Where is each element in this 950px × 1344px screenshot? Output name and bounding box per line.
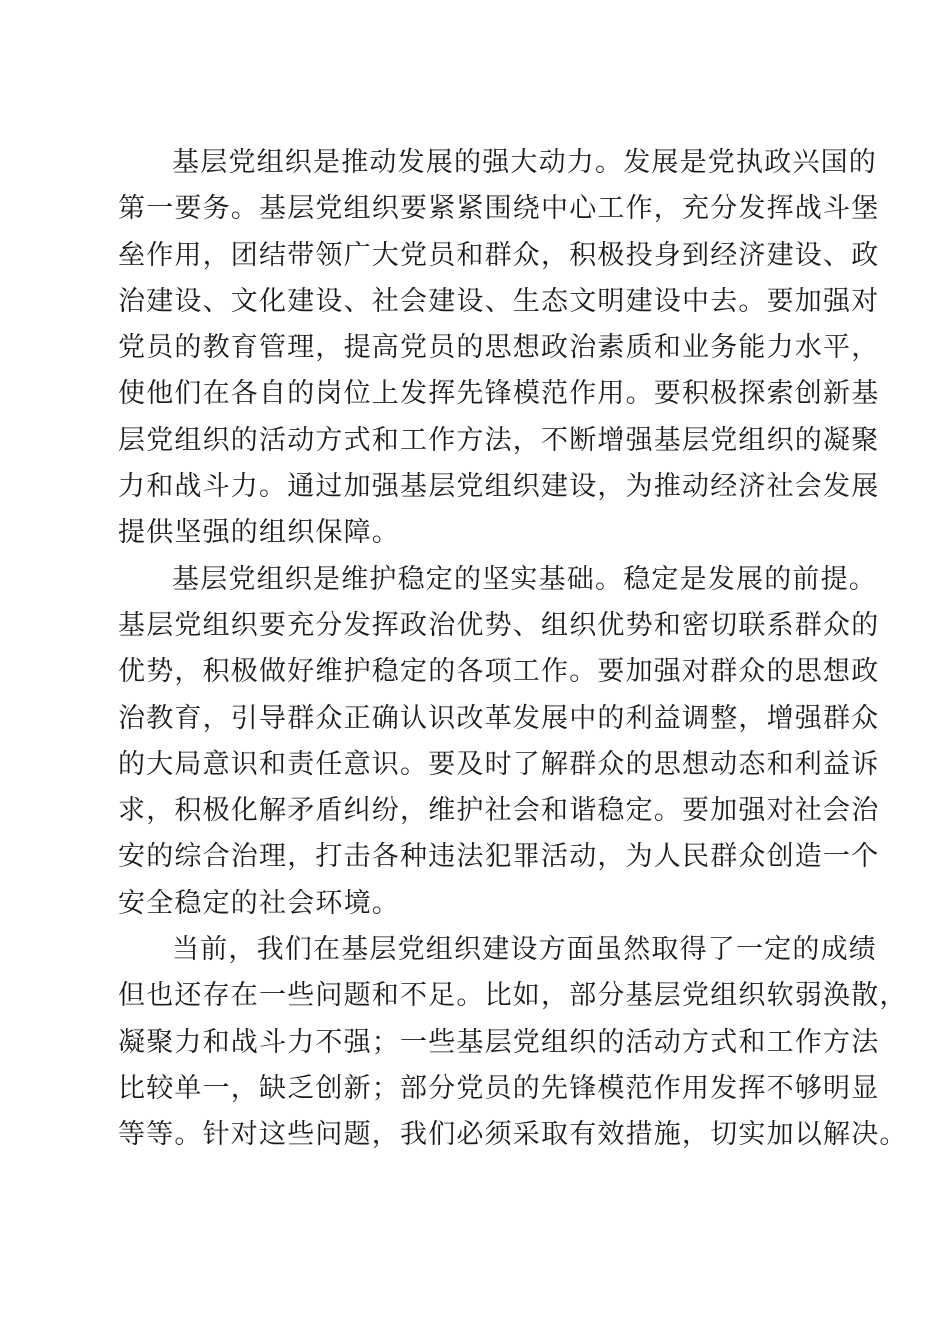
document-body [118, 140, 908, 1159]
text-line: 党员的教育管理，提高党员的思想政治素质和业务能力水平， [118, 332, 880, 364]
text-line: 凝聚力和战斗力不强；一些基层党组织的活动方式和工作方法 [118, 1026, 880, 1058]
text-line: 的大局意识和责任意识。要及时了解群众的思想动态和利益诉 [118, 748, 880, 780]
text-line: 安的综合治理，打击各种违法犯罪活动，为人民群众创造一个 [118, 841, 880, 873]
text-line: 治建设、文化建设、社会建设、生态文明建设中去。要加强对 [118, 285, 880, 317]
text-line: 基层党组织要充分发挥政治优势、组织优势和密切联系群众的 [118, 609, 880, 641]
text-line: 安全稳定的社会环境。 [118, 887, 400, 919]
text-line: 提供坚强的组织保障。 [118, 517, 400, 549]
text-line: 治教育，引导群众正确认识改革发展中的利益调整，增强群众 [118, 702, 880, 734]
text-line: 力和战斗力。通过加强基层党组织建设，为推动经济社会发展 [118, 471, 880, 503]
paragraph-3 [118, 927, 908, 1158]
text-line: 但也还存在一些问题和不足。比如，部分基层党组织软弱涣散， [118, 980, 908, 1012]
text-line: 比较单一，缺乏创新；部分党员的先锋模范作用发挥不够明显 [118, 1072, 880, 1104]
text-line: 层党组织的活动方式和工作方法，不断增强基层党组织的凝聚 [118, 424, 880, 456]
text-line: 当前，我们在基层党组织建设方面虽然取得了一定的成绩 [172, 934, 877, 966]
text-line: 等等。针对这些问题，我们必须采取有效措施，切实加以解决。 [118, 1119, 908, 1151]
paragraph-2 [118, 557, 880, 927]
text-line: 求，积极化解矛盾纠纷，维护社会和谐稳定。要加强对社会治 [118, 795, 880, 827]
text-line: 第一要务。基层党组织要紧紧围绕中心工作，充分发挥战斗堡 [118, 193, 880, 225]
text-line: 基层党组织是推动发展的强大动力。发展是党执政兴国的 [172, 147, 877, 178]
text-line: 基层党组织是维护稳定的坚实基础。稳定是发展的前提。 [172, 563, 877, 595]
text-line: 优势，积极做好维护稳定的各项工作。要加强对群众的思想政 [118, 656, 880, 688]
paragraph-1 [118, 140, 880, 557]
text-line: 垒作用，团结带领广大党员和群众，积极投身到经济建设、政 [118, 239, 880, 271]
text-line: 使他们在各自的岗位上发挥先锋模范作用。要积极探索创新基 [118, 378, 880, 410]
